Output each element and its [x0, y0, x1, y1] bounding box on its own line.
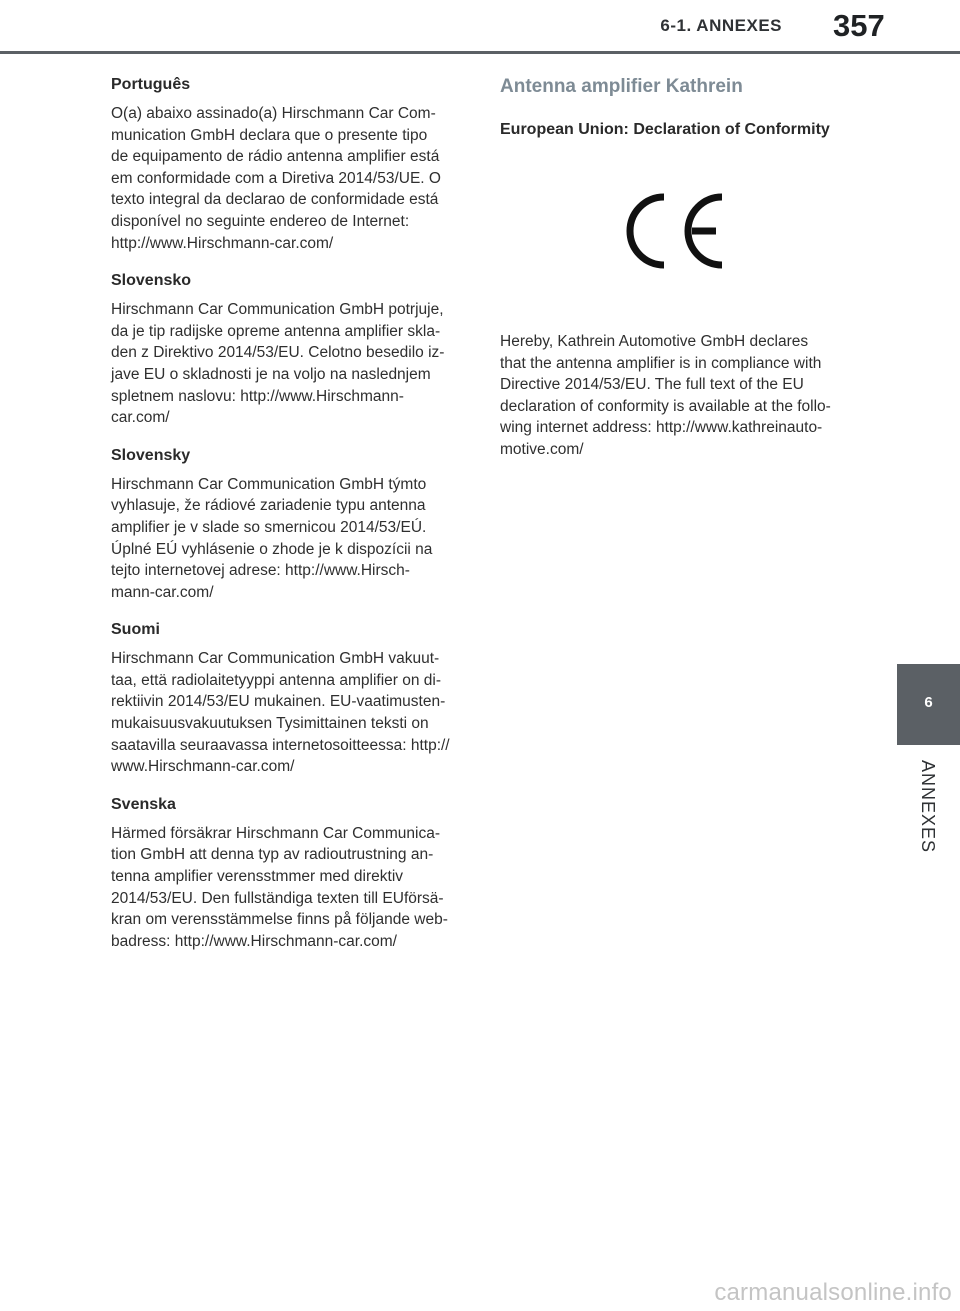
right-heading: Antenna amplifier Kathrein: [500, 76, 743, 97]
header-divider: [0, 51, 960, 54]
right-column: [500, 76, 860, 461]
language-text: Härmed försäkrar Hirschmann Car Communica- tion GmbH att denna typ av radioutrustning an- tenna amplifier verensstmmer med direktiv 2014/53/EU. Den fullständiga texten till EUförsä- kran om verensstämmelse finns på följande web- badress: http://www.Hirschmann-car.com/: [111, 824, 448, 950]
chapter-tab-number: 6: [924, 694, 933, 711]
language-text: O(a) abaixo assinado(a) Hirschmann Car Com- munication GmbH declara que o presente tipo de equipamento de rádio antenna amplifier está em conformidade com a Diretiva 2014/53/UE. O texto integral da declarao de conformidade está disponível no seguinte endereo de Internet: http://www.Hirschmann-car.com/: [111, 105, 441, 252]
language-heading: Slovensko: [111, 272, 192, 290]
language-heading: Slovensky: [111, 446, 191, 464]
language-heading: Suomi: [111, 621, 160, 639]
page-number: 357: [833, 8, 885, 43]
language-section: [111, 796, 466, 953]
language-section: [111, 621, 466, 778]
chapter-tab-label: ANNEXES: [918, 760, 938, 854]
watermark: carmanualsonline.info: [714, 1279, 952, 1306]
left-column: [111, 76, 466, 970]
chapter-tab: [897, 664, 960, 745]
language-heading: Svenska: [111, 795, 176, 813]
right-body-text: Hereby, Kathrein Automotive GmbH declares that the antenna amplifier is in compliance with Directive 2014/53/EU. The full text of the EU declaration of conformity is available at the follo- wing internet address: http://www.kathreinauto- motive.com/: [500, 333, 831, 458]
section-title: 6-1. ANNEXES: [660, 16, 782, 35]
right-subheading: European Union: Declaration of Conformity: [500, 121, 830, 138]
language-section: [111, 272, 466, 429]
language-section: [111, 76, 466, 254]
language-text: Hirschmann Car Communication GmbH potrjuje, da je tip radijske opreme antenna amplifier skla- den z Direktivo 2014/53/EU. Celotno besedilo iz- jave EU o skladnosti je na voljo na naslednjem spletnem naslovu: http://www.Hirschmann- car.com/: [111, 301, 445, 427]
language-text: Hirschmann Car Communication GmbH týmto vyhlasuje, že rádiové zariadenie typu antenna amplifier je v slade so smernicou 2014/53/EÚ. Úplné EÚ vyhlásenie o zhode je k dispozícii na tejto internetovej adrese: http://www.Hirsch- mann-car.com/: [111, 475, 433, 601]
language-text: Hirschmann Car Communication GmbH vakuut- taa, että radiolaitetyyppi antenna amplifier on di- rektiivin 2014/53/EU mukainen. EU-vaatimusten- mukaisuusvakuutuksen Tysimittainen teksti on saatavilla seuraavassa internetosoitteessa: http:// www.Hirschmann-car.com/: [111, 650, 450, 776]
ce-mark-c: [630, 197, 664, 265]
ce-mark: [620, 193, 728, 269]
language-section: [111, 447, 466, 604]
language-heading: Português: [111, 76, 191, 93]
